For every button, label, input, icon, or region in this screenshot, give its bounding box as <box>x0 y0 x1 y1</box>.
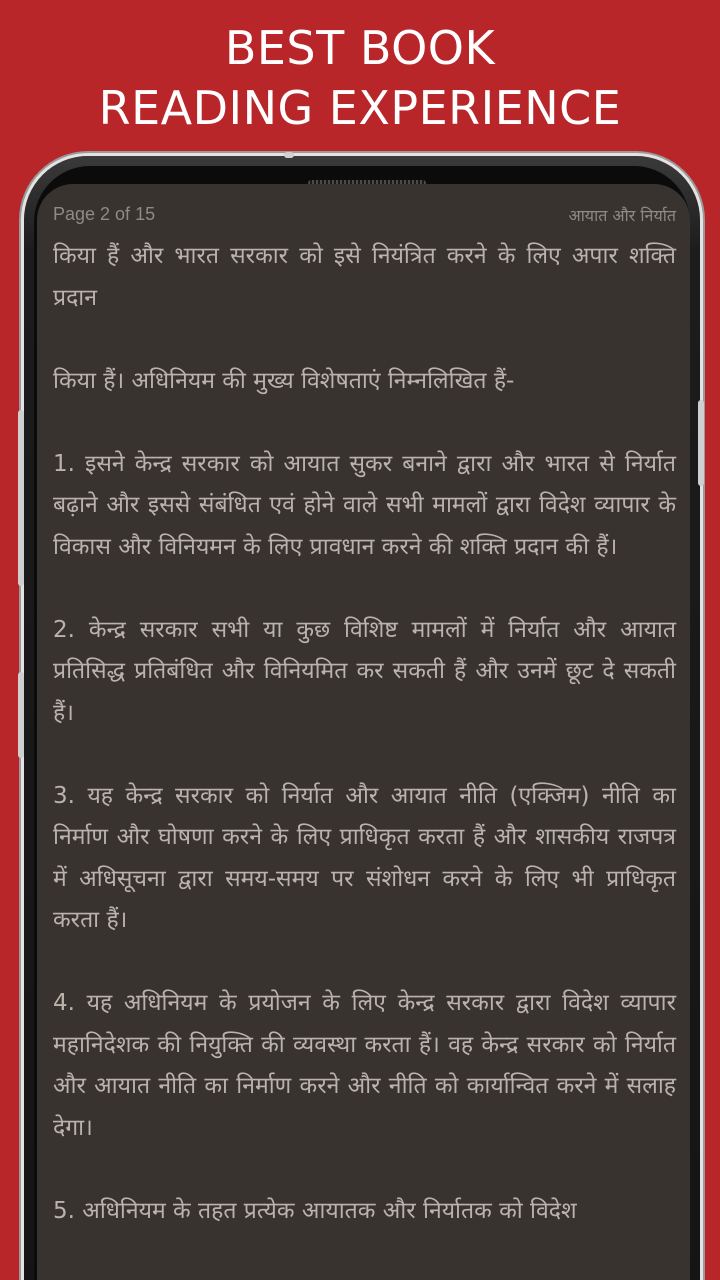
paragraph: 5. अधिनियम के तहत प्रत्येक आयातक और निर्यातक को विदेश <box>53 1197 577 1224</box>
book-text[interactable] <box>53 236 676 1274</box>
promo-headline <box>0 18 720 138</box>
phone-right-button <box>698 400 704 486</box>
page-indicator: Page 2 of 15 <box>53 204 156 224</box>
page-header <box>53 204 676 228</box>
chapter-title: आयात और निर्यात <box>568 206 676 225</box>
paragraph: किया हैं। अधिनियम की मुख्य विशेषताएं निम्नलिखित हैं- <box>53 367 515 394</box>
reader-screen[interactable] <box>37 184 690 1280</box>
phone-left-button-2 <box>18 672 24 758</box>
paragraph: 1. इसने केन्द्र सरकार को आयात सुकर बनाने द्वारा और भारत से निर्यात बढ़ाने और इससे संबंधित एवं होने वाले सभी मामलों द्वारा विदेश व्यापार के विकास और विनियमन के लिए प्रावधान करने की शक्ति प्रदान की हैं। <box>53 450 676 560</box>
phone-left-button-1 <box>18 410 24 586</box>
phone-top-dot <box>284 152 294 158</box>
promo-line-1: BEST BOOK <box>224 21 496 75</box>
paragraph: 3. यह केन्द्र सरकार को निर्यात और आयात नीति (एक्जिम) नीति का निर्माण और घोषणा करने के लिए प्राधिकृत करता हैं और शासकीय राजपत्र में अधिसूचना द्वारा समय-समय पर संशोधन करने के लिए भी प्राधिकृत करता हैं। <box>53 782 676 933</box>
paragraph: 2. केन्द्र सरकार सभी या कुछ विशिष्ट मामलों में निर्यात और आयात प्रतिसिद्ध प्रतिबंधित और विनियमित कर सकती हैं और उनमें छूट दे सकती हैं। <box>53 616 676 726</box>
promo-line-2: READING EXPERIENCE <box>98 81 622 135</box>
paragraph: किया हैं और भारत सरकार को इसे नियंत्रित करने के लिए अपार शक्ति प्रदान <box>53 243 676 311</box>
paragraph: 4. यह अधिनियम के प्रयोजन के लिए केन्द्र सरकार द्वारा विदेश व्यापार महानिदेशक की नियुक्ति की व्यवस्था करता हैं। वह केन्द्र सरकार को निर्यात और आयात नीति का निर्माण करने और नीति को कार्यान्वित करने में सलाह देगा। <box>53 990 676 1141</box>
